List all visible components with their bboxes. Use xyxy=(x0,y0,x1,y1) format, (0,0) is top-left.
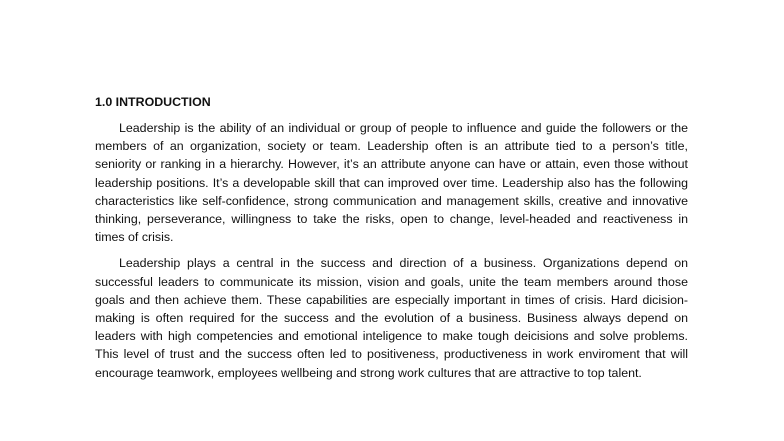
document-body xyxy=(95,93,688,390)
paragraph-leadership-definition: Leadership is the ability of an individual or group of people to influence and guide the followers or the members of an organization, society or team. Leadership often is an attribute tied to a person’s title, seniority or ranking in a hierarchy. However, it’s an attribute anyone can have or attain, even those without leadership positions. It’s a developable skill that can improved over time. Leadership also has the following characteristics like self-confidence, strong communication and management skills, creative and innovative thinking, perseverance, willingness to take the risks, open to change, level-headed and reactiveness in times of crisis. xyxy=(95,121,688,245)
section-heading: 1.0 INTRODUCTION xyxy=(95,95,211,109)
paragraph-leadership-business: Leadership plays a central in the success and direction of a business. Organizations depend on successful leaders to communicate its mission, vision and goals, unite the team members around those goals and then achieve them. These capabilities are especially important in times of crisis. Hard dicision-making is often required for the success and the evolution of a business. Business always depend on leaders with high competencies and emotional inteligence to make tough deicisions and solve problems. This level of trust and the success often led to positiveness, productiveness in work enviroment that will encourage teamwork, employees wellbeing and strong work cultures that are attractive to top talent. xyxy=(95,256,688,380)
